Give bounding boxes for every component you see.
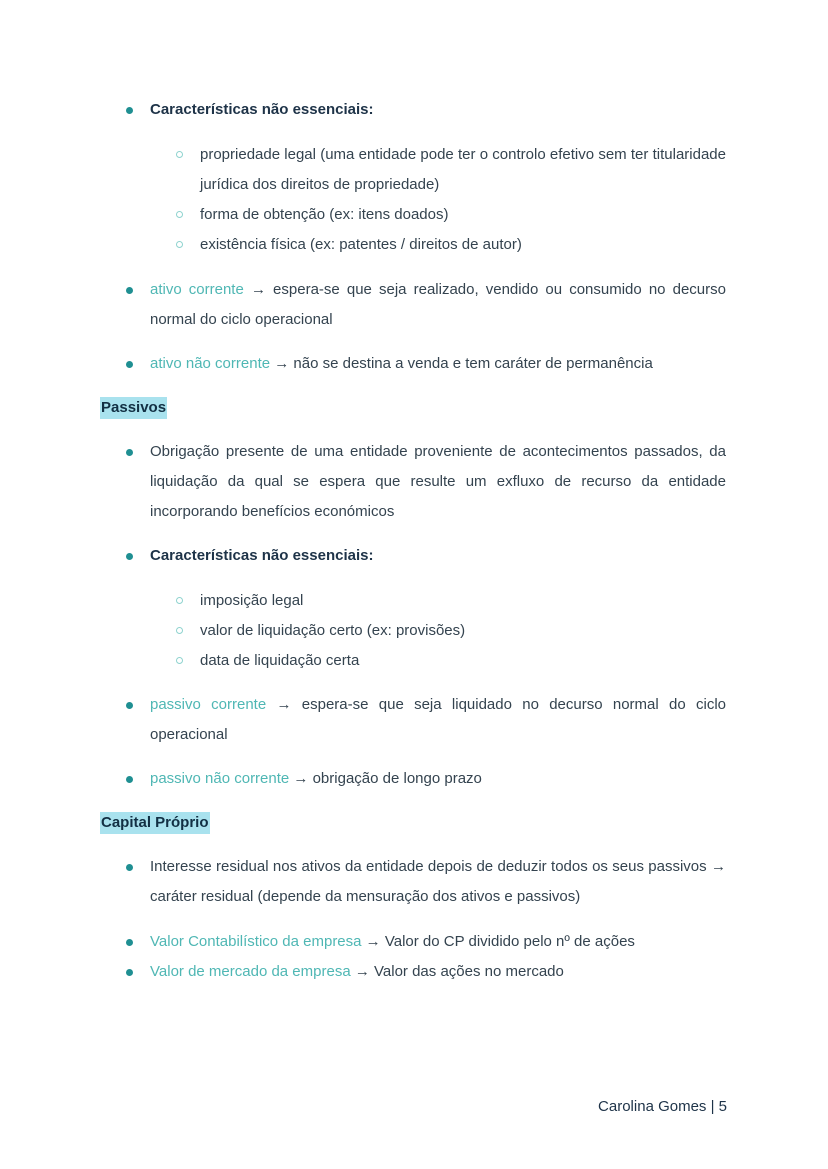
list-item-valor-contabilistico: [150, 927, 726, 957]
sub-list-item: [200, 616, 726, 646]
item-text: espera-se que seja liquidado no decurso normal do ciclo operacional: [150, 696, 726, 743]
item-text: Obrigação presente de uma entidade proveniente de acontecimentos passados, da liquidação da qual se espera que resulte um exfluxo de recurso da entidade incorporando benefícios económicos: [150, 443, 726, 520]
arrow-icon: →: [354, 963, 370, 980]
item-text: Valor do CP dividido pelo nº de ações: [384, 933, 635, 950]
item-text: data de liquidação certa: [200, 652, 360, 669]
item-text: existência física (ex: patentes / direitos de autor): [200, 236, 522, 253]
sub-list-item: [200, 646, 726, 676]
list-item-passivo-corrente: [150, 690, 726, 750]
term: Valor Contabilístico da empresa: [150, 933, 362, 950]
section-heading-capital-proprio: Capital Próprio: [100, 812, 210, 834]
list-item-ativo-nao-corrente: [150, 349, 726, 379]
term: ativo corrente: [150, 281, 244, 298]
sub-list-item: [200, 230, 726, 260]
item-text: propriedade legal (uma entidade pode ter o controlo efetivo sem ter titularidade jurídica dos direitos de propriedade): [200, 146, 726, 193]
item-text: imposição legal: [200, 592, 304, 609]
sub-list-item: [200, 140, 726, 200]
arrow-icon: →: [365, 933, 381, 950]
term: passivo não corrente: [150, 770, 290, 787]
arrow-icon: →: [250, 281, 266, 298]
list-item-valor-mercado: [150, 957, 726, 987]
item-text: Interesse residual nos ativos da entidade depois de deduzir todos os seus passivos → caráter residual (depende da mensuração dos ativos e passivos): [150, 858, 726, 905]
item-text: Valor das ações no mercado: [374, 963, 564, 980]
term: ativo não corrente: [150, 355, 271, 372]
list-item-heading: [150, 541, 726, 571]
sub-list-item: [200, 200, 726, 230]
heading-text: Características não essenciais:: [150, 101, 374, 118]
term: passivo corrente: [150, 696, 267, 713]
list-item: [150, 852, 726, 912]
list-item-ativo-corrente: [150, 275, 726, 335]
item-text: espera-se que seja realizado, vendido ou consumido no decurso normal do ciclo operacional: [150, 281, 726, 328]
item-text: não se destina a venda e tem caráter de permanência: [293, 355, 653, 372]
arrow-icon: →: [293, 770, 309, 787]
arrow-icon: →: [274, 355, 290, 372]
item-text: obrigação de longo prazo: [312, 770, 482, 787]
heading-text: Características não essenciais:: [150, 547, 374, 564]
item-text: forma de obtenção (ex: itens doados): [200, 206, 449, 223]
page-footer: Carolina Gomes | 5: [598, 1098, 727, 1115]
sub-list-item: [200, 586, 726, 616]
item-text: valor de liquidação certo (ex: provisões): [200, 622, 466, 639]
term: Valor de mercado da empresa: [150, 963, 351, 980]
list-item: [150, 437, 726, 527]
list-item-passivo-nao-corrente: [150, 764, 726, 794]
section-heading-passivos: Passivos: [100, 397, 167, 419]
list-item-heading: [150, 95, 726, 125]
arrow-icon: →: [276, 696, 292, 713]
